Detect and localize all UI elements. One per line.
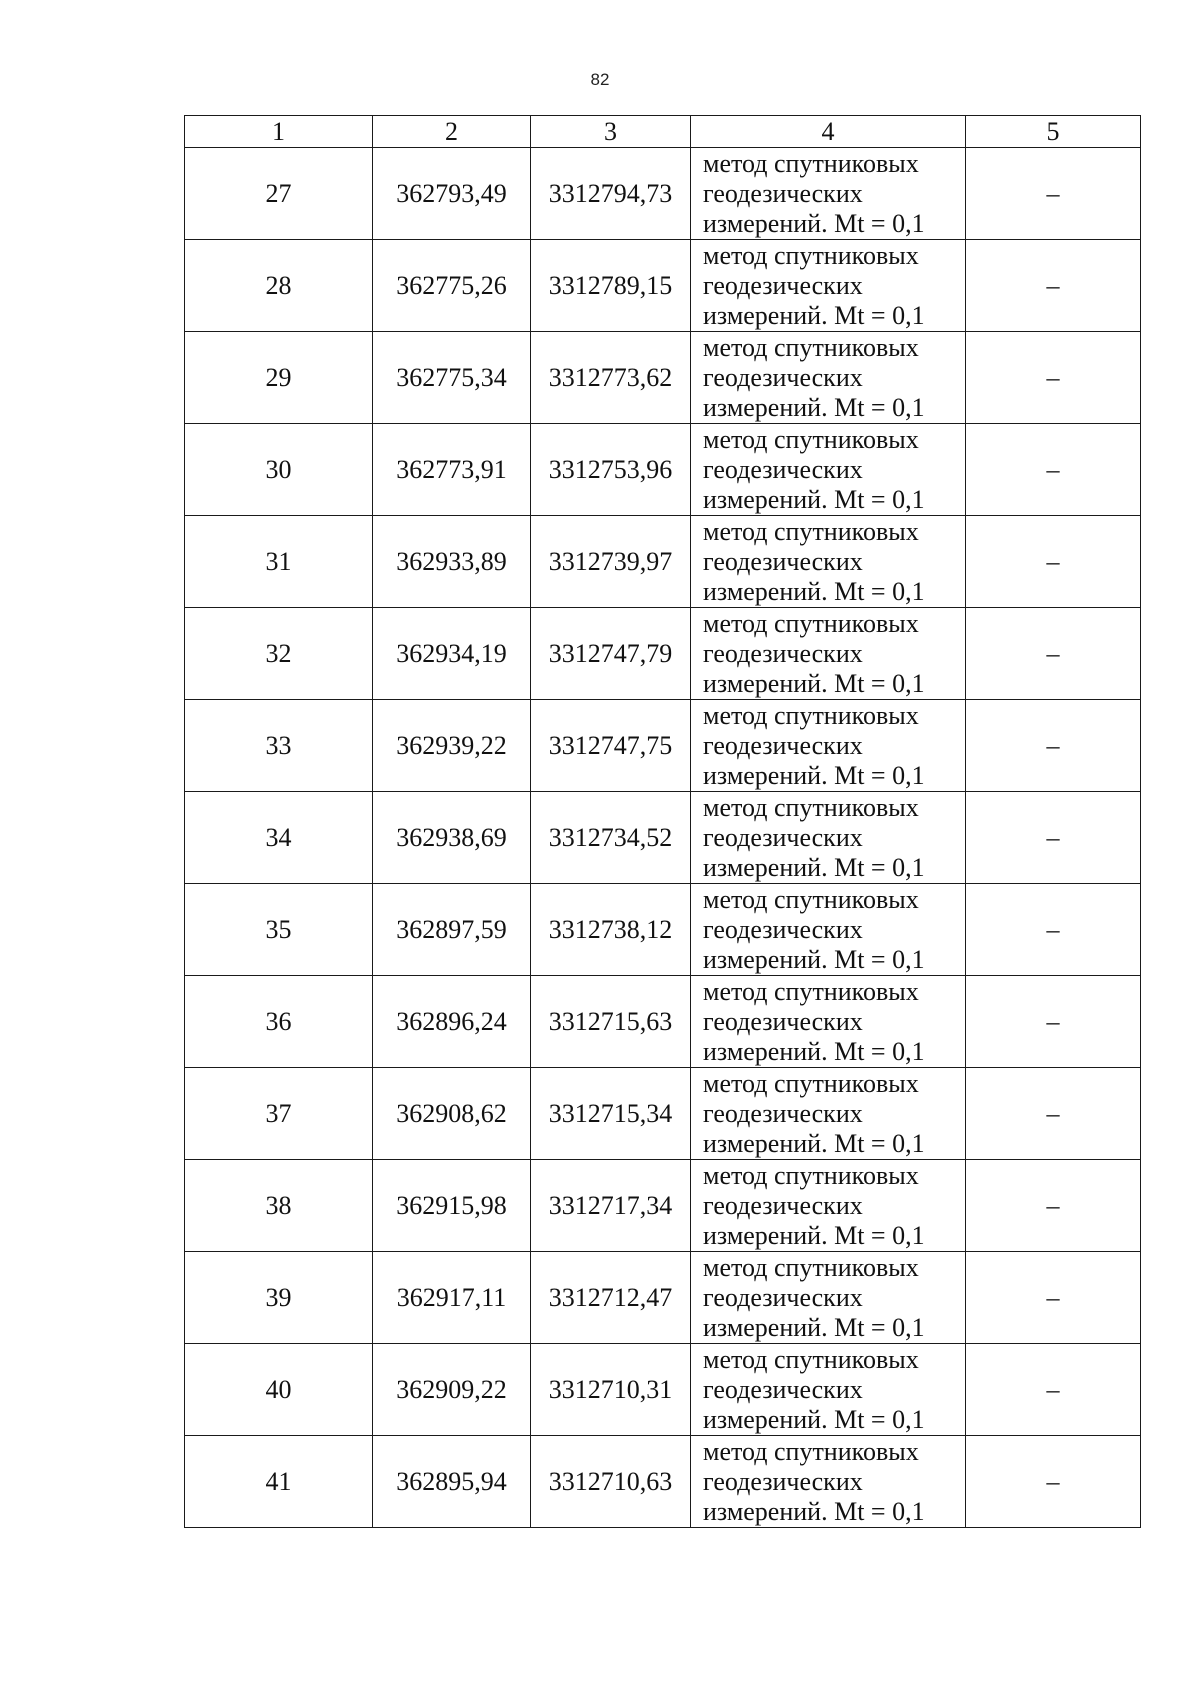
point-number-cell: 36: [185, 976, 373, 1068]
method-cell: [691, 332, 966, 424]
method-line: метод спутниковых: [703, 884, 919, 914]
x-coordinate-cell: 362933,89: [373, 516, 531, 608]
point-number-cell: 35: [185, 884, 373, 976]
method-line: геодезических: [703, 1098, 863, 1128]
note-cell: –: [966, 1160, 1141, 1252]
method-cell: [691, 1344, 966, 1436]
note-cell: –: [966, 1344, 1141, 1436]
method-line: геодезических: [703, 1006, 863, 1036]
header-cell-5: 5: [966, 116, 1141, 148]
method-cell: [691, 884, 966, 976]
coordinates-table: [184, 115, 1141, 1528]
note-cell: –: [966, 240, 1141, 332]
method-line: измерений. Mt = 0,1: [703, 1128, 925, 1158]
page-number: 82: [590, 70, 610, 89]
y-coordinate-cell: 3312710,31: [531, 1344, 691, 1436]
method-line: геодезических: [703, 1466, 863, 1496]
method-line: метод спутниковых: [703, 1436, 919, 1466]
method-line: метод спутниковых: [703, 424, 919, 454]
point-number-cell: 33: [185, 700, 373, 792]
method-cell: [691, 1252, 966, 1344]
note-cell: –: [966, 1068, 1141, 1160]
note-cell: –: [966, 700, 1141, 792]
method-cell: [691, 240, 966, 332]
y-coordinate-cell: 3312734,52: [531, 792, 691, 884]
method-line: измерений. Mt = 0,1: [703, 576, 925, 606]
note-cell: –: [966, 332, 1141, 424]
method-line: метод спутниковых: [703, 608, 919, 638]
table-row: [185, 1160, 1141, 1252]
note-cell: –: [966, 516, 1141, 608]
y-coordinate-cell: 3312715,63: [531, 976, 691, 1068]
y-coordinate-cell: 3312794,73: [531, 148, 691, 240]
method-line: геодезических: [703, 1374, 863, 1404]
note-cell: –: [966, 608, 1141, 700]
method-line: геодезических: [703, 822, 863, 852]
y-coordinate-cell: 3312753,96: [531, 424, 691, 516]
method-line: измерений. Mt = 0,1: [703, 392, 925, 422]
header-cell-4: 4: [691, 116, 966, 148]
y-coordinate-cell: 3312773,62: [531, 332, 691, 424]
table-row: [185, 976, 1141, 1068]
method-line: измерений. Mt = 0,1: [703, 1404, 925, 1434]
method-line: метод спутниковых: [703, 1160, 919, 1190]
header-row: [185, 116, 1141, 148]
method-line: метод спутниковых: [703, 516, 919, 546]
method-line: измерений. Mt = 0,1: [703, 484, 925, 514]
table-row: [185, 424, 1141, 516]
y-coordinate-cell: 3312738,12: [531, 884, 691, 976]
note-cell: –: [966, 884, 1141, 976]
point-number-cell: 29: [185, 332, 373, 424]
point-number-cell: 32: [185, 608, 373, 700]
method-line: метод спутниковых: [703, 976, 919, 1006]
x-coordinate-cell: 362915,98: [373, 1160, 531, 1252]
point-number-cell: 38: [185, 1160, 373, 1252]
method-line: метод спутниковых: [703, 240, 919, 270]
method-line: геодезических: [703, 730, 863, 760]
method-line: метод спутниковых: [703, 1068, 919, 1098]
y-coordinate-cell: 3312717,34: [531, 1160, 691, 1252]
header-cell-3: 3: [531, 116, 691, 148]
point-number-cell: 31: [185, 516, 373, 608]
x-coordinate-cell: 362909,22: [373, 1344, 531, 1436]
method-line: метод спутниковых: [703, 332, 919, 362]
note-cell: –: [966, 1252, 1141, 1344]
method-line: измерений. Mt = 0,1: [703, 1220, 925, 1250]
method-cell: [691, 424, 966, 516]
method-line: метод спутниковых: [703, 1252, 919, 1282]
method-line: измерений. Mt = 0,1: [703, 300, 925, 330]
note-cell: –: [966, 1436, 1141, 1528]
x-coordinate-cell: 362775,34: [373, 332, 531, 424]
table-row: [185, 332, 1141, 424]
x-coordinate-cell: 362939,22: [373, 700, 531, 792]
method-line: геодезических: [703, 638, 863, 668]
table-row: [185, 608, 1141, 700]
point-number-cell: 27: [185, 148, 373, 240]
x-coordinate-cell: 362934,19: [373, 608, 531, 700]
note-cell: –: [966, 424, 1141, 516]
method-line: геодезических: [703, 270, 863, 300]
method-cell: [691, 1068, 966, 1160]
note-cell: –: [966, 148, 1141, 240]
y-coordinate-cell: 3312789,15: [531, 240, 691, 332]
note-cell: –: [966, 976, 1141, 1068]
y-coordinate-cell: 3312710,63: [531, 1436, 691, 1528]
header-cell-2: 2: [373, 116, 531, 148]
point-number-cell: 41: [185, 1436, 373, 1528]
table-header: [185, 116, 1141, 148]
table-row: [185, 148, 1141, 240]
method-cell: [691, 976, 966, 1068]
table-row: [185, 884, 1141, 976]
method-cell: [691, 1436, 966, 1528]
x-coordinate-cell: 362896,24: [373, 976, 531, 1068]
point-number-cell: 39: [185, 1252, 373, 1344]
point-number-cell: 28: [185, 240, 373, 332]
table-row: [185, 240, 1141, 332]
method-cell: [691, 700, 966, 792]
method-cell: [691, 608, 966, 700]
method-line: метод спутниковых: [703, 700, 919, 730]
table-row: [185, 1436, 1141, 1528]
method-line: геодезических: [703, 1190, 863, 1220]
table-row: [185, 1252, 1141, 1344]
method-line: метод спутниковых: [703, 1344, 919, 1374]
table-body: [185, 148, 1141, 1528]
method-line: геодезических: [703, 454, 863, 484]
point-number-cell: 37: [185, 1068, 373, 1160]
x-coordinate-cell: 362917,11: [373, 1252, 531, 1344]
method-line: измерений. Mt = 0,1: [703, 760, 925, 790]
method-cell: [691, 1160, 966, 1252]
x-coordinate-cell: 362938,69: [373, 792, 531, 884]
note-cell: –: [966, 792, 1141, 884]
method-line: измерений. Mt = 0,1: [703, 208, 925, 238]
x-coordinate-cell: 362793,49: [373, 148, 531, 240]
y-coordinate-cell: 3312739,97: [531, 516, 691, 608]
method-cell: [691, 516, 966, 608]
y-coordinate-cell: 3312715,34: [531, 1068, 691, 1160]
x-coordinate-cell: 362908,62: [373, 1068, 531, 1160]
point-number-cell: 40: [185, 1344, 373, 1436]
method-line: измерений. Mt = 0,1: [703, 852, 925, 882]
table-row: [185, 792, 1141, 884]
table-row: [185, 516, 1141, 608]
method-line: геодезических: [703, 1282, 863, 1312]
method-line: геодезических: [703, 914, 863, 944]
method-line: измерений. Mt = 0,1: [703, 1496, 925, 1526]
y-coordinate-cell: 3312712,47: [531, 1252, 691, 1344]
method-line: измерений. Mt = 0,1: [703, 668, 925, 698]
method-line: измерений. Mt = 0,1: [703, 1312, 925, 1342]
y-coordinate-cell: 3312747,79: [531, 608, 691, 700]
x-coordinate-cell: 362895,94: [373, 1436, 531, 1528]
x-coordinate-cell: 362897,59: [373, 884, 531, 976]
method-line: измерений. Mt = 0,1: [703, 944, 925, 974]
table-row: [185, 1344, 1141, 1436]
method-line: геодезических: [703, 362, 863, 392]
method-line: измерений. Mt = 0,1: [703, 1036, 925, 1066]
method-line: метод спутниковых: [703, 792, 919, 822]
table-row: [185, 1068, 1141, 1160]
table-row: [185, 700, 1141, 792]
x-coordinate-cell: 362775,26: [373, 240, 531, 332]
method-cell: [691, 792, 966, 884]
method-line: геодезических: [703, 178, 863, 208]
point-number-cell: 34: [185, 792, 373, 884]
point-number-cell: 30: [185, 424, 373, 516]
x-coordinate-cell: 362773,91: [373, 424, 531, 516]
method-cell: [691, 148, 966, 240]
method-line: метод спутниковых: [703, 148, 919, 178]
y-coordinate-cell: 3312747,75: [531, 700, 691, 792]
header-cell-1: 1: [185, 116, 373, 148]
method-line: геодезических: [703, 546, 863, 576]
